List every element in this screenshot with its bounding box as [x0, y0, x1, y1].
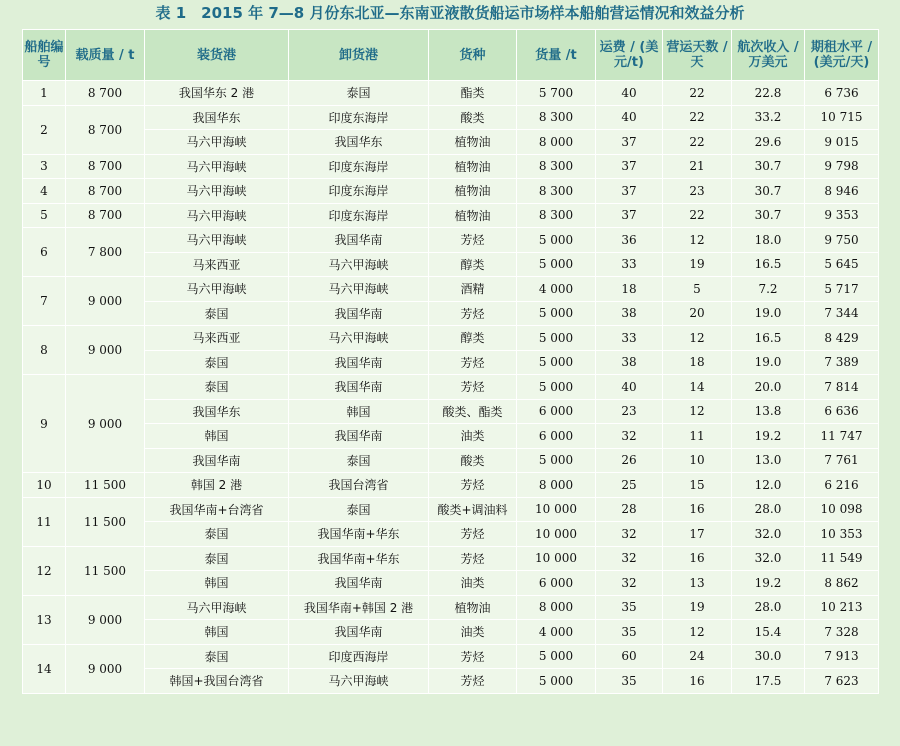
dwt-cell: 11 500 [66, 546, 145, 595]
days-cell: 13 [663, 571, 732, 596]
income-cell: 32.0 [732, 522, 805, 547]
income-cell: 17.5 [732, 669, 805, 694]
table-row [23, 277, 879, 302]
quantity-cell: 8 300 [517, 179, 596, 204]
quantity-cell: 5 000 [517, 350, 596, 375]
days-cell: 19 [663, 595, 732, 620]
income-cell: 19.2 [732, 424, 805, 449]
days-cell: 5 [663, 277, 732, 302]
tce-cell: 6 736 [805, 81, 879, 106]
table-row [23, 154, 879, 179]
header-income: 航次收入 / 万美元 [732, 30, 805, 81]
freight-cell: 25 [596, 473, 663, 498]
ship-id-cell: 14 [23, 644, 66, 693]
cargo-cell: 植物油 [429, 595, 517, 620]
cargo-cell: 醇类 [429, 326, 517, 351]
tce-cell: 10 213 [805, 595, 879, 620]
freight-cell: 32 [596, 571, 663, 596]
freight-cell: 32 [596, 522, 663, 547]
quantity-cell: 5 000 [517, 301, 596, 326]
income-cell: 29.6 [732, 130, 805, 155]
header-tce: 期租水平 / (美元/天) [805, 30, 879, 81]
income-cell: 18.0 [732, 228, 805, 253]
income-cell: 16.5 [732, 252, 805, 277]
days-cell: 17 [663, 522, 732, 547]
cargo-cell: 植物油 [429, 203, 517, 228]
days-cell: 11 [663, 424, 732, 449]
table-row [23, 203, 879, 228]
table-row [23, 81, 879, 106]
days-cell: 14 [663, 375, 732, 400]
quantity-cell: 5 700 [517, 81, 596, 106]
freight-cell: 23 [596, 399, 663, 424]
cargo-cell: 芳烃 [429, 473, 517, 498]
dwt-cell: 8 700 [66, 154, 145, 179]
freight-cell: 40 [596, 105, 663, 130]
days-cell: 18 [663, 350, 732, 375]
cargo-cell: 芳烃 [429, 644, 517, 669]
freight-cell: 35 [596, 620, 663, 645]
load-port-cell: 韩国 [145, 620, 289, 645]
load-port-cell: 韩国 [145, 424, 289, 449]
quantity-cell: 5 000 [517, 448, 596, 473]
discharge-port-cell: 我国华南 [289, 571, 429, 596]
days-cell: 16 [663, 546, 732, 571]
discharge-port-cell: 泰国 [289, 81, 429, 106]
income-cell: 19.2 [732, 571, 805, 596]
cargo-cell: 植物油 [429, 130, 517, 155]
freight-cell: 38 [596, 350, 663, 375]
cargo-cell: 芳烃 [429, 301, 517, 326]
days-cell: 10 [663, 448, 732, 473]
dwt-cell: 7 800 [66, 228, 145, 277]
freight-cell: 37 [596, 179, 663, 204]
discharge-port-cell: 我国华南 [289, 350, 429, 375]
table-row [23, 644, 879, 669]
quantity-cell: 5 000 [517, 228, 596, 253]
cargo-cell: 芳烃 [429, 350, 517, 375]
tce-cell: 6 636 [805, 399, 879, 424]
quantity-cell: 8 000 [517, 595, 596, 620]
table-row [23, 375, 879, 400]
discharge-port-cell: 韩国 [289, 399, 429, 424]
days-cell: 21 [663, 154, 732, 179]
income-cell: 19.0 [732, 301, 805, 326]
discharge-port-cell: 我国台湾省 [289, 473, 429, 498]
header-days: 营运天数 / 天 [663, 30, 732, 81]
ship-id-cell: 10 [23, 473, 66, 498]
load-port-cell: 我国华东 [145, 399, 289, 424]
discharge-port-cell: 印度东海岸 [289, 154, 429, 179]
tce-cell: 7 623 [805, 669, 879, 694]
discharge-port-cell: 我国华南+韩国 2 港 [289, 595, 429, 620]
table-row [23, 522, 879, 547]
discharge-port-cell: 泰国 [289, 448, 429, 473]
freight-cell: 37 [596, 203, 663, 228]
quantity-cell: 5 000 [517, 326, 596, 351]
quantity-cell: 5 000 [517, 375, 596, 400]
dwt-cell: 9 000 [66, 375, 145, 473]
freight-cell: 32 [596, 546, 663, 571]
cargo-cell: 酸类、酯类 [429, 399, 517, 424]
dwt-cell: 9 000 [66, 595, 145, 644]
quantity-cell: 8 300 [517, 105, 596, 130]
freight-cell: 28 [596, 497, 663, 522]
freight-cell: 37 [596, 130, 663, 155]
tce-cell: 8 946 [805, 179, 879, 204]
income-cell: 30.7 [732, 203, 805, 228]
income-cell: 28.0 [732, 595, 805, 620]
table-row [23, 301, 879, 326]
discharge-port-cell: 我国华南+华东 [289, 522, 429, 547]
ship-id-cell: 3 [23, 154, 66, 179]
ship-id-cell: 7 [23, 277, 66, 326]
tce-cell: 10 715 [805, 105, 879, 130]
header-dwt: 载质量 / t [66, 30, 145, 81]
discharge-port-cell: 我国华南 [289, 620, 429, 645]
days-cell: 12 [663, 326, 732, 351]
income-cell: 30.7 [732, 179, 805, 204]
discharge-port-cell: 印度东海岸 [289, 179, 429, 204]
quantity-cell: 8 300 [517, 203, 596, 228]
discharge-port-cell: 我国华南 [289, 301, 429, 326]
load-port-cell: 我国华东 [145, 105, 289, 130]
quantity-cell: 5 000 [517, 669, 596, 694]
freight-cell: 35 [596, 669, 663, 694]
discharge-port-cell: 我国华南 [289, 375, 429, 400]
table-row [23, 497, 879, 522]
tce-cell: 8 862 [805, 571, 879, 596]
dwt-cell: 11 500 [66, 473, 145, 498]
table-row [23, 595, 879, 620]
load-port-cell: 马六甲海峡 [145, 595, 289, 620]
discharge-port-cell: 我国华南+华东 [289, 546, 429, 571]
quantity-cell: 5 000 [517, 252, 596, 277]
income-cell: 28.0 [732, 497, 805, 522]
income-cell: 19.0 [732, 350, 805, 375]
freight-cell: 37 [596, 154, 663, 179]
tce-cell: 10 353 [805, 522, 879, 547]
load-port-cell: 马来西亚 [145, 326, 289, 351]
quantity-cell: 6 000 [517, 424, 596, 449]
header-freight: 运费 / (美元/t) [596, 30, 663, 81]
discharge-port-cell: 我国华东 [289, 130, 429, 155]
freight-cell: 38 [596, 301, 663, 326]
discharge-port-cell: 马六甲海峡 [289, 326, 429, 351]
days-cell: 12 [663, 620, 732, 645]
quantity-cell: 6 000 [517, 571, 596, 596]
table-row [23, 448, 879, 473]
income-cell: 33.2 [732, 105, 805, 130]
tce-cell: 11 747 [805, 424, 879, 449]
days-cell: 22 [663, 81, 732, 106]
tce-cell: 5 717 [805, 277, 879, 302]
dwt-cell: 9 000 [66, 277, 145, 326]
tce-cell: 6 216 [805, 473, 879, 498]
tce-cell: 9 015 [805, 130, 879, 155]
quantity-cell: 10 000 [517, 546, 596, 571]
ship-id-cell: 9 [23, 375, 66, 473]
ship-id-cell: 13 [23, 595, 66, 644]
income-cell: 20.0 [732, 375, 805, 400]
freight-cell: 33 [596, 326, 663, 351]
cargo-cell: 酸类+调油料 [429, 497, 517, 522]
income-cell: 13.8 [732, 399, 805, 424]
discharge-port-cell: 马六甲海峡 [289, 669, 429, 694]
tce-cell: 7 761 [805, 448, 879, 473]
freight-cell: 18 [596, 277, 663, 302]
load-port-cell: 泰国 [145, 644, 289, 669]
dwt-cell: 8 700 [66, 105, 145, 154]
discharge-port-cell: 马六甲海峡 [289, 277, 429, 302]
dwt-cell: 8 700 [66, 203, 145, 228]
load-port-cell: 韩国 2 港 [145, 473, 289, 498]
quantity-cell: 8 000 [517, 130, 596, 155]
dwt-cell: 11 500 [66, 497, 145, 546]
freight-cell: 40 [596, 375, 663, 400]
quantity-cell: 8 300 [517, 154, 596, 179]
table-row [23, 130, 879, 155]
tce-cell: 5 645 [805, 252, 879, 277]
tce-cell: 9 750 [805, 228, 879, 253]
header-quantity: 货量 /t [517, 30, 596, 81]
load-port-cell: 泰国 [145, 375, 289, 400]
ship-id-cell: 6 [23, 228, 66, 277]
cargo-cell: 酸类 [429, 448, 517, 473]
income-cell: 13.0 [732, 448, 805, 473]
table-row [23, 473, 879, 498]
load-port-cell: 马六甲海峡 [145, 179, 289, 204]
freight-cell: 35 [596, 595, 663, 620]
quantity-cell: 8 000 [517, 473, 596, 498]
dwt-cell: 8 700 [66, 81, 145, 106]
table-row [23, 669, 879, 694]
table-row [23, 571, 879, 596]
cargo-cell: 油类 [429, 620, 517, 645]
tce-cell: 8 429 [805, 326, 879, 351]
load-port-cell: 马六甲海峡 [145, 130, 289, 155]
income-cell: 30.0 [732, 644, 805, 669]
load-port-cell: 我国华东 2 港 [145, 81, 289, 106]
load-port-cell: 马六甲海峡 [145, 203, 289, 228]
freight-cell: 60 [596, 644, 663, 669]
cargo-cell: 酒精 [429, 277, 517, 302]
cargo-cell: 植物油 [429, 154, 517, 179]
cargo-cell: 酯类 [429, 81, 517, 106]
income-cell: 30.7 [732, 154, 805, 179]
load-port-cell: 马六甲海峡 [145, 154, 289, 179]
days-cell: 15 [663, 473, 732, 498]
ship-id-cell: 5 [23, 203, 66, 228]
freight-cell: 36 [596, 228, 663, 253]
cargo-cell: 芳烃 [429, 546, 517, 571]
load-port-cell: 马来西亚 [145, 252, 289, 277]
ship-id-cell: 11 [23, 497, 66, 546]
load-port-cell: 马六甲海峡 [145, 277, 289, 302]
income-cell: 15.4 [732, 620, 805, 645]
cargo-cell: 油类 [429, 424, 517, 449]
load-port-cell: 马六甲海峡 [145, 228, 289, 253]
table-body [23, 81, 879, 694]
days-cell: 20 [663, 301, 732, 326]
table-row [23, 252, 879, 277]
discharge-port-cell: 我国华南 [289, 228, 429, 253]
income-cell: 7.2 [732, 277, 805, 302]
days-cell: 22 [663, 203, 732, 228]
table-row [23, 424, 879, 449]
table-row [23, 350, 879, 375]
table-row [23, 105, 879, 130]
ship-id-cell: 8 [23, 326, 66, 375]
days-cell: 16 [663, 497, 732, 522]
table-row [23, 399, 879, 424]
tce-cell: 7 344 [805, 301, 879, 326]
tce-cell: 11 549 [805, 546, 879, 571]
freight-cell: 33 [596, 252, 663, 277]
header-discharge-port: 卸货港 [289, 30, 429, 81]
cargo-cell: 酸类 [429, 105, 517, 130]
ship-operations-table [22, 29, 879, 694]
dwt-cell: 9 000 [66, 326, 145, 375]
dwt-cell: 9 000 [66, 644, 145, 693]
tce-cell: 7 328 [805, 620, 879, 645]
tce-cell: 7 814 [805, 375, 879, 400]
load-port-cell: 泰国 [145, 301, 289, 326]
discharge-port-cell: 印度东海岸 [289, 105, 429, 130]
load-port-cell: 我国华南 [145, 448, 289, 473]
ship-id-cell: 1 [23, 81, 66, 106]
header-row [23, 30, 879, 81]
cargo-cell: 油类 [429, 571, 517, 596]
income-cell: 12.0 [732, 473, 805, 498]
table-row [23, 179, 879, 204]
freight-cell: 40 [596, 81, 663, 106]
discharge-port-cell: 印度西海岸 [289, 644, 429, 669]
dwt-cell: 8 700 [66, 179, 145, 204]
days-cell: 22 [663, 130, 732, 155]
cargo-cell: 芳烃 [429, 669, 517, 694]
load-port-cell: 我国华南+台湾省 [145, 497, 289, 522]
load-port-cell: 泰国 [145, 522, 289, 547]
days-cell: 23 [663, 179, 732, 204]
table-row [23, 546, 879, 571]
freight-cell: 32 [596, 424, 663, 449]
income-cell: 22.8 [732, 81, 805, 106]
header-load-port: 装货港 [145, 30, 289, 81]
ship-id-cell: 2 [23, 105, 66, 154]
load-port-cell: 韩国 [145, 571, 289, 596]
cargo-cell: 芳烃 [429, 228, 517, 253]
table-title: 表 1 2015 年 7—8 月份东北亚—东南亚液散货船运市场样本船舶营运情况和效益分析 [155, 4, 745, 22]
days-cell: 19 [663, 252, 732, 277]
load-port-cell: 泰国 [145, 350, 289, 375]
discharge-port-cell: 印度东海岸 [289, 203, 429, 228]
days-cell: 16 [663, 669, 732, 694]
ship-id-cell: 4 [23, 179, 66, 204]
days-cell: 24 [663, 644, 732, 669]
load-port-cell: 韩国+我国台湾省 [145, 669, 289, 694]
quantity-cell: 10 000 [517, 522, 596, 547]
discharge-port-cell: 泰国 [289, 497, 429, 522]
income-cell: 32.0 [732, 546, 805, 571]
quantity-cell: 5 000 [517, 644, 596, 669]
cargo-cell: 醇类 [429, 252, 517, 277]
tce-cell: 9 798 [805, 154, 879, 179]
quantity-cell: 10 000 [517, 497, 596, 522]
table-row [23, 228, 879, 253]
cargo-cell: 芳烃 [429, 522, 517, 547]
days-cell: 22 [663, 105, 732, 130]
discharge-port-cell: 我国华南 [289, 424, 429, 449]
quantity-cell: 4 000 [517, 277, 596, 302]
tce-cell: 7 389 [805, 350, 879, 375]
load-port-cell: 泰国 [145, 546, 289, 571]
cargo-cell: 芳烃 [429, 375, 517, 400]
discharge-port-cell: 马六甲海峡 [289, 252, 429, 277]
cargo-cell: 植物油 [429, 179, 517, 204]
header-cargo: 货种 [429, 30, 517, 81]
ship-id-cell: 12 [23, 546, 66, 595]
freight-cell: 26 [596, 448, 663, 473]
tce-cell: 9 353 [805, 203, 879, 228]
quantity-cell: 4 000 [517, 620, 596, 645]
table-row [23, 620, 879, 645]
header-ship-id: 船舶编号 [23, 30, 66, 81]
days-cell: 12 [663, 399, 732, 424]
days-cell: 12 [663, 228, 732, 253]
income-cell: 16.5 [732, 326, 805, 351]
tce-cell: 7 913 [805, 644, 879, 669]
table-row [23, 326, 879, 351]
quantity-cell: 6 000 [517, 399, 596, 424]
tce-cell: 10 098 [805, 497, 879, 522]
